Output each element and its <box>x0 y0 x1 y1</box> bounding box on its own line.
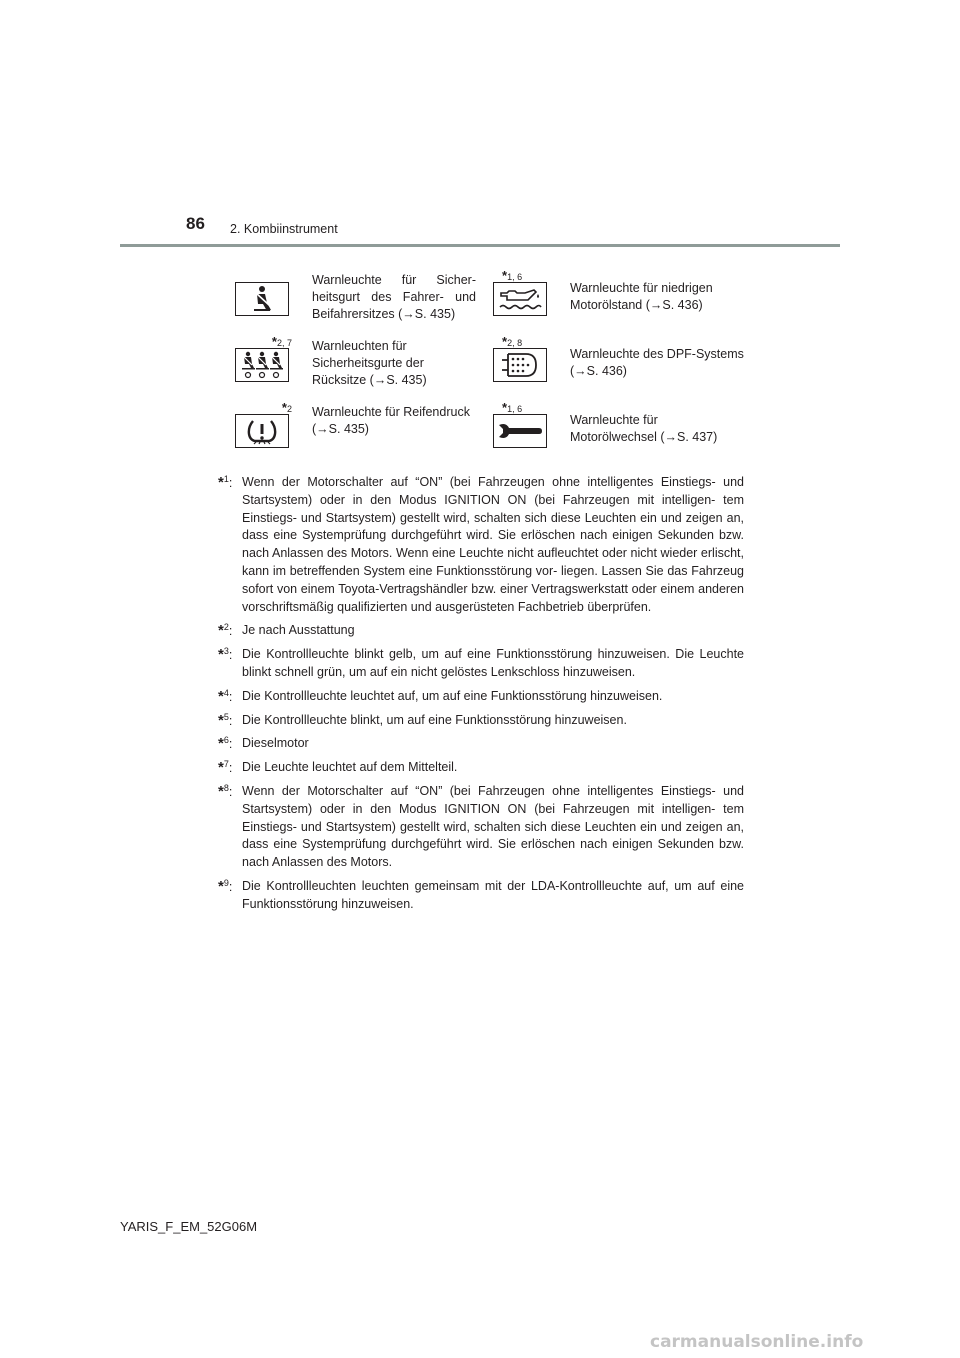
footnote: *$^5$: Die Kontrollleuchte blinkt, um auf eine Funktionsstörung hinzuweisen. <box>218 711 627 729</box>
oil-level-icon <box>493 282 547 316</box>
warning-cell <box>218 334 480 398</box>
note-reference: *1, 6 <box>502 268 523 283</box>
section-title: 2. Kombiinstrument <box>230 222 338 236</box>
watermark: carmanualsonline.info <box>650 1332 864 1352</box>
footnote: *$^6$: Dieselmotor <box>218 735 309 753</box>
warning-description: Warnleuchte des DPF-Systems (→S. 436) <box>570 347 744 378</box>
warning-description: Warnleuchte für Motorölwechsel (→S. 437) <box>570 413 718 444</box>
footnote-list <box>218 474 744 920</box>
seatbelt-icon <box>235 282 289 316</box>
warning-row <box>218 268 748 332</box>
warning-row <box>218 334 748 398</box>
page-number: 86 <box>186 214 205 233</box>
warning-description: Warnleuchte für Sicher- heitsgurt des Fahrer- und Beifahrersitzes (→S. 435) <box>312 273 476 321</box>
footnote: *$^3$: Die Kontrollleuchte blinkt gelb, um auf eine Funktionsstörung hinzuweisen. Die Leuchte blinkt schnell grün, um auf ein nicht gelöstes Lenkschloss hinzuweisen. <box>218 646 744 679</box>
wrench-icon <box>493 414 547 448</box>
note-reference: *2, 7 <box>271 334 292 349</box>
header-rule <box>120 244 840 247</box>
document-code: YARIS_F_EM_52G06M <box>120 1219 258 1234</box>
warning-description: Warnleuchte für niedrigen Motorölstand (→S. 436) <box>570 281 713 312</box>
footnote: *$^2$: Je nach Ausstattung <box>218 622 355 640</box>
warning-cell <box>476 334 748 398</box>
note-reference: *2 <box>281 400 292 415</box>
warning-light-table <box>218 268 748 466</box>
note-reference: *1, 6 <box>502 400 523 415</box>
footnote: *$^9$: Die Kontrollleuchten leuchten gemeinsam mit der LDA-Kontrollleuchte auf, um auf eine Funktionsstörung hinzuweisen. <box>218 877 744 911</box>
warning-cell <box>476 268 748 332</box>
warning-row <box>218 400 748 464</box>
footnote: *$^7$: Die Leuchte leuchtet auf dem Mittelteil. <box>218 759 458 777</box>
rear-seatbelts-icon <box>235 348 289 382</box>
note-reference: *2, 8 <box>502 334 523 349</box>
footnote: *$^8$: Wenn der Motorschalter auf “ON” (bei Fahrzeugen ohne intelligentes Einstiegs- und Startsystem) oder in den Modus IGNITION ON (bei Fahrzeugen mit intelligen- tem Einstiegs- und Startsystem) gestellt wird, schalten sich diese Leuchten ein und zeigen an, dass eine Systemprüfung durchgeführt wird. Sie erlöschen nach einigen Sekunden bzw. nach Anlassen des Motors. <box>218 782 744 870</box>
dpf-icon <box>493 348 547 382</box>
footnote: *$^4$: Die Kontrollleuchte leuchtet auf, um auf eine Funktionsstörung hinzuweisen. <box>218 687 663 705</box>
warning-cell <box>476 400 748 464</box>
warning-description: Warnleuchte für Reifendruck (→S. 435) <box>312 405 470 436</box>
footnote: *$^1$: Wenn der Motorschalter auf “ON” (bei Fahrzeugen ohne intelligentes Einstiegs- und Startsystem) oder in den Modus IGNITION ON (bei Fahrzeugen mit intelligen- tem Einstiegs- und Startsystem) gestellt wird, schalten sich diese Leuchten ein und zeigen an, dass eine Systemprüfung durchgeführt wird. Sie erlöschen nach einigen Sekunden bzw. nach Anlassen des Motors. Wenn eine Leuchte nicht aufleuchtet oder nicht wieder erlischt, kann im betreffenden System eine Funktionsstörung vor- liegen. Lassen Sie das Fahrzeug sofort von einem Toyota-Vertragshändler bzw. einer Vertragswerkstatt oder einem anderen vorschriftsmäßig qualifizierten und ausgerüsteten Fachbetrieb überprüfen. <box>218 474 744 614</box>
warning-description: Warnleuchten für Sicherheitsgurte der Rücksitze (→S. 435) <box>312 339 427 387</box>
tire-pressure-icon <box>235 414 289 448</box>
warning-cell <box>218 400 480 464</box>
warning-cell <box>218 268 480 332</box>
